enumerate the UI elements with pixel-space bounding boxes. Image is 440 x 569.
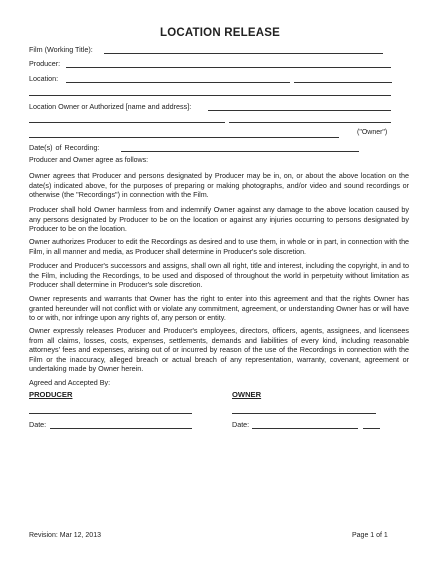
owner-field-2[interactable] — [29, 122, 225, 123]
owner-field-3[interactable] — [229, 122, 391, 123]
paragraph-2: Producer shall hold Owner harmless from and indemnify Owner against any damage to the above location caused by any persons designated by Producer to be on the location or against any injuries occurring to persons designated by Producer to be on the location. — [29, 205, 409, 234]
producer-label: Producer: — [29, 59, 61, 68]
producer-date-label: Date: — [29, 420, 47, 429]
producer-heading: PRODUCER — [29, 390, 73, 399]
paragraph-5: Owner represents and warrants that Owner has the right to enter into this agreement and that the rights Owner has granted hereunder will not conflict with or violate any commitment, agreement, or understanding Owner has or will have to or with, nor infringe upon any rights of, any person or entity. — [29, 294, 409, 323]
producer-signature-line[interactable] — [29, 413, 192, 414]
agreed-label: Agreed and Accepted By: — [29, 378, 111, 387]
owner-heading: OWNER — [232, 390, 262, 399]
producer-field[interactable] — [66, 67, 391, 68]
owner-signature-line[interactable] — [232, 413, 376, 414]
paragraph-1: Owner agrees that Producer and persons designated by Producer may be in, on, or about the above location on the date(s) indicated above, for the purposes of preparing or making photographs, and/or video and sound recordings or otherwise (the "Recordings") in connection with the Film. — [29, 171, 409, 200]
owner-field-4[interactable] — [29, 137, 339, 138]
location-field-3[interactable] — [29, 95, 391, 96]
owner-date-field-2[interactable] — [363, 428, 380, 429]
owner-label: Location Owner or Authorized [name and address]: — [29, 102, 192, 111]
producer-date-field[interactable] — [50, 428, 192, 429]
agree-intro: Producer and Owner agree as follows: — [29, 157, 149, 164]
owner-field-1[interactable] — [208, 110, 391, 111]
dates-of-recording-field[interactable] — [121, 151, 359, 152]
film-title-field[interactable] — [104, 53, 383, 54]
film-title-label: Film (Working Title): — [29, 45, 93, 54]
page-number: Page 1 of 1 — [352, 532, 388, 539]
owner-date-field[interactable] — [252, 428, 358, 429]
owner-date-label: Date: — [232, 420, 250, 429]
location-label: Location: — [29, 74, 59, 83]
owner-quote: ("Owner") — [357, 129, 388, 136]
paragraph-4: Producer and Producer's successors and assigns, shall own all right, title and interest, including the copyright, in and to the Film, including the Recordings, to be used and disposed of throughout the world in perpetuity without limitation as Producer shall determine in Producer's sole discretion. — [29, 261, 409, 290]
dates-of-recording-label: Date(s) of Recording: — [29, 143, 100, 152]
paragraph-6: Owner expressly releases Producer and Producer's employees, directors, officers, agents, assignees, and licensees from all claims, losses, costs, expenses, settlements, demands and liabilities of every kind, including reasonable attorneys' fees and expenses, arising out of or incurred by reason of the use of the Recordings in connection with the Film or the inaccuracy, alleged breach or actual breach of any representation, warranty, covenant, agreement or undertaking made by Owner herein. — [29, 326, 409, 374]
location-field-2[interactable] — [294, 82, 392, 83]
paragraph-3: Owner authorizes Producer to edit the Recordings as desired and to use them, in whole or in part, in connection with the Film, in all manner and media, as Producer shall determine in Producer's sole discretion. — [29, 237, 409, 256]
document-title: LOCATION RELEASE — [160, 27, 280, 39]
revision-date: Revision: Mar 12, 2013 — [29, 532, 101, 539]
location-field-1[interactable] — [66, 82, 290, 83]
